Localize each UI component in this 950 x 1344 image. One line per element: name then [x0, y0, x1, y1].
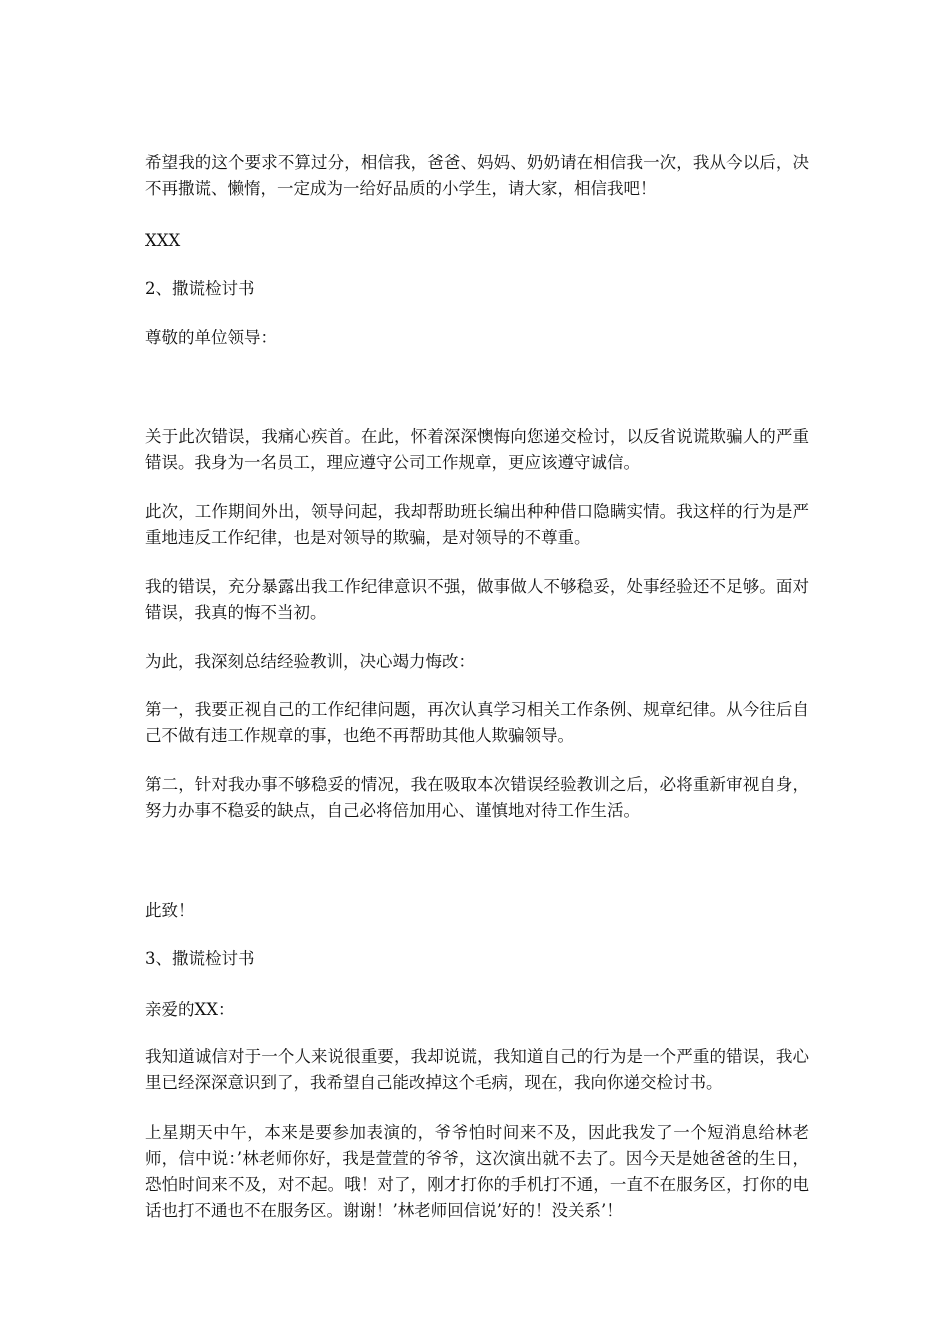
salutation-leaders: 尊敬的单位领导： [145, 328, 277, 347]
salutation-dear: 亲爱的XX： [145, 1000, 235, 1019]
section-heading-2: 2、撒谎检讨书 [145, 279, 255, 298]
section-heading-3: 3、撒谎检讨书 [145, 949, 255, 968]
paragraph-first-point: 第一，我要正视自己的工作纪律问题，再次认真学习相关工作条例、规章纪律。从今往后自己不做有违工作规章的事，也绝不再帮助其他人欺骗领导。 [145, 700, 809, 745]
paragraph-story: 上星期天中午，本来是要参加表演的，爷爷怕时间来不及，因此我发了一个短消息给林老师，信中说：’林老师你好，我是萱萱的爷爷，这次演出就不去了。因今天是她爸爸的生日，恐怕时间来不及，对不起。哦！对了，刚才打你的手机打不通，一直不在服务区，打你的电话也打不通也不在服务区。谢谢！’林老师回信说’好的！没关系’！ [145, 1123, 809, 1220]
paragraph-incident: 此次，工作期间外出，领导问起，我却帮助班长编出种种借口隐瞒实情。我这样的行为是严重地违反工作纪律，也是对领导的欺骗，是对领导的不尊重。 [145, 502, 809, 547]
closing-regards: 此致！ [145, 901, 195, 920]
paragraph-honesty: 我知道诚信对于一个人来说很重要，我却说谎，我知道自己的行为是一个严重的错误，我心里已经深深意识到了，我希望自己能改掉这个毛病，现在，我向你递交检讨书。 [145, 1047, 809, 1092]
signature-xxx: XXX [145, 231, 181, 250]
paragraph-resolve: 为此，我深刻总结经验教训，决心竭力悔改： [145, 652, 475, 671]
paragraph-regret: 关于此次错误，我痛心疾首。在此，怀着深深懊悔向您递交检讨，以反省说谎欺骗人的严重错误。我身为一名员工，理应遵守公司工作规章，更应该遵守诚信。 [145, 427, 809, 472]
paragraph-reflection: 我的错误，充分暴露出我工作纪律意识不强，做事做人不够稳妥，处事经验还不足够。面对错误，我真的悔不当初。 [145, 577, 809, 622]
paragraph-promise: 希望我的这个要求不算过分，相信我，爸爸、妈妈、奶奶请在相信我一次，我从今以后，决不再撒谎、懒惰，一定成为一给好品质的小学生，请大家，相信我吧！ [145, 153, 809, 198]
paragraph-second-point: 第二，针对我办事不够稳妥的情况，我在吸取本次错误经验教训之后，必将重新审视自身，努力办事不稳妥的缺点，自己必将倍加用心、谨慎地对待工作生活。 [145, 775, 809, 820]
